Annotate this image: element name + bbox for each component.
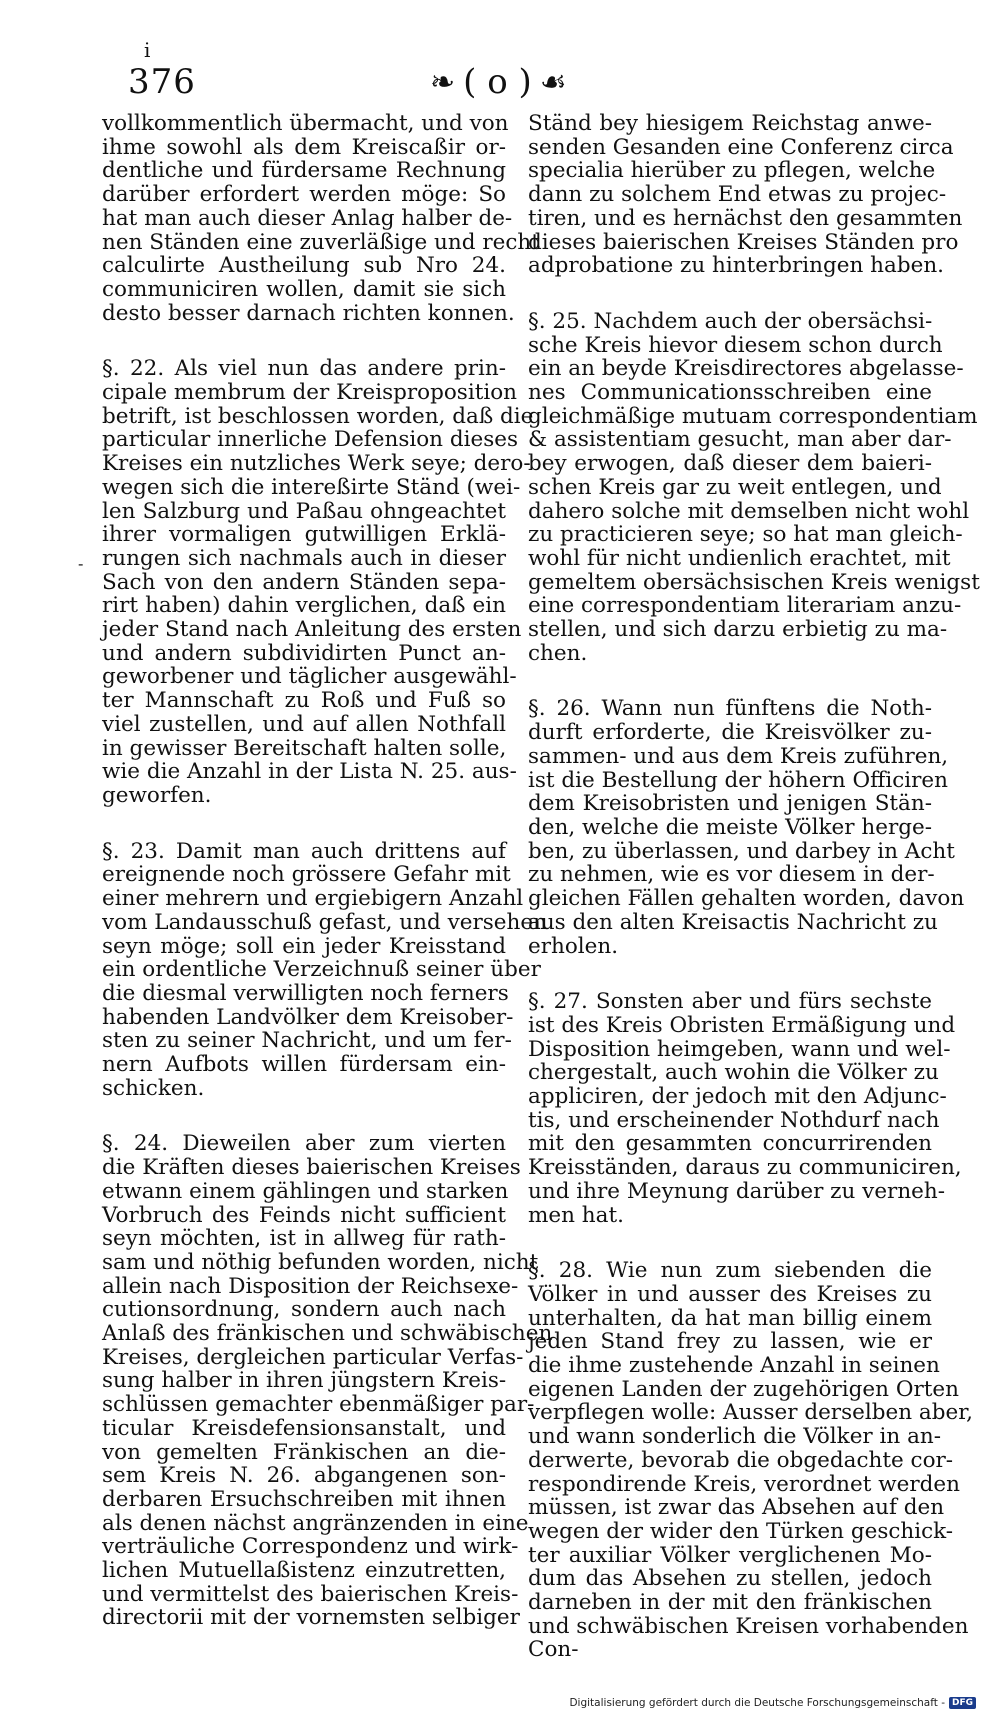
text-line: §. 26. Wann nun fünftens die Noth- [528, 696, 932, 722]
text-line: bey erwogen, daß dieser dem baieri- [528, 451, 932, 477]
text-line: gemeltem obersächsischen Kreis wenigst [528, 569, 980, 595]
text-line: §. 24. Dieweilen aber zum vierten [102, 1131, 506, 1157]
text-line: zu practicieren seye; so hat man gleich- [528, 522, 963, 548]
text-line: und vermittelst des baierischen Kreis- [102, 1581, 519, 1607]
text-line: §. 28. Wie nun zum siebenden die [528, 1258, 932, 1284]
text-line: zu nehmen, wie es vor diesem in der- [528, 862, 935, 888]
paragraph [528, 111, 963, 279]
text-line: sten zu seiner Nachricht, und um fer- [102, 1028, 512, 1054]
text-line: schen Kreis gar zu weit entlegen, und [528, 474, 942, 500]
text-line: den, welche die meiste Völker herge- [528, 814, 932, 840]
footer-text: Digitalisierung gefördert durch die Deutsche Forschungsgemeinschaft - [569, 1697, 945, 1709]
text-line: mit den gesammten concurrirenden [528, 1131, 932, 1157]
text-line: einer mehrern und ergiebigern Anzahl [102, 886, 524, 912]
text-line: geworbener und täglicher ausgewähl- [102, 664, 517, 690]
text-line: eine correspondentiam literariam anzu- [528, 593, 962, 619]
text-line: betrift, ist beschlossen worden, daß die [102, 403, 534, 429]
text-line: appliciren, der jedoch mit den Adjunc- [528, 1084, 947, 1110]
paragraph [528, 1258, 973, 1663]
stray-mark: - [78, 554, 84, 573]
text-line: dieses baierischen Kreises Ständen pro [528, 229, 959, 255]
paragraph [528, 308, 980, 666]
text-line: etwann einem gählingen und starken [102, 1178, 509, 1204]
text-line: §. 27. Sonsten aber und fürs sechste [528, 989, 932, 1015]
text-line: sammen- und aus dem Kreis zuführen, [528, 743, 949, 769]
footer [569, 1697, 976, 1709]
text-line: jeden Stand frey zu lassen, wie er [528, 1329, 932, 1355]
text-line: wegen der wider den Türken geschick- [528, 1518, 954, 1544]
text-line: allein nach Disposition der Reichsexe- [102, 1273, 519, 1299]
text-line: ticular Kreisdefensionsanstalt, und [102, 1415, 506, 1441]
text-line: Con- [528, 1637, 579, 1663]
paragraph [102, 838, 547, 1101]
text-line: communiciren wollen, damit sie sich [102, 276, 506, 302]
text-line: habenden Landvölker dem Kreisober- [102, 1004, 514, 1030]
paragraph [102, 111, 540, 326]
text-line: verpflegen wolle: Ausser derselben aber, [528, 1400, 973, 1426]
text-line: dem Kreisobristen und jenigen Stän- [528, 791, 932, 817]
text-line: ben, zu überlassen, und darbey in Acht [528, 838, 955, 864]
text-line: sung halber in ihren jüngstern Kreis- [102, 1368, 507, 1394]
text-line: cipale membrum der Kreisproposition [102, 380, 518, 406]
text-line: Disposition heimgeben, wann und wel- [528, 1036, 951, 1062]
text-line: Kreisständen, daraus zu communiciren, [528, 1155, 962, 1181]
text-line: cutionsordnung, sondern auch nach [102, 1297, 506, 1323]
paragraph [528, 989, 962, 1228]
text-line: und wann sonderlich die Völker in an- [528, 1424, 942, 1450]
ornament-right-icon: ☙ [539, 64, 567, 100]
text-line: sam und nöthig befunden worden, nicht [102, 1249, 539, 1275]
text-line: darüber erfordert werden möge: So [102, 182, 506, 208]
text-line: Kreises, dergleichen particular Verfas- [102, 1344, 524, 1370]
text-line: stellen, und sich darzu erbietig zu ma- [528, 617, 948, 643]
text-line: tiren, und es hernächst den gesammten [528, 205, 963, 231]
text-line: schicken. [102, 1075, 205, 1101]
text-line: verträuliche Correspondenz und wirk- [102, 1534, 519, 1560]
paragraph [102, 1131, 553, 1631]
text-line: sche Kreis hievor diesem schon durch [528, 332, 943, 358]
text-line: ihme sowohl als dem Kreiscaßir or- [102, 134, 506, 160]
text-line: specialia hierüber zu pflegen, welche [528, 158, 936, 184]
text-line: als denen nächst angränzenden in eine [102, 1510, 529, 1536]
right-column [528, 111, 980, 1694]
text-line: die diesmal verwilligten noch ferners [102, 980, 509, 1006]
text-line: Ständ bey hiesigem Reichstag anwe- [528, 111, 932, 136]
text-line: wegen sich die intereßirte Ständ (wei- [102, 474, 521, 500]
text-line: nen Ständen eine zuverläßige und recht [102, 229, 540, 255]
text-line: und ihre Meynung darüber zu verneh- [528, 1178, 946, 1204]
text-line: §. 25. Nachdem auch der obersächsi- [528, 308, 933, 334]
text-line: directorii mit der vornemsten selbiger [102, 1605, 520, 1631]
text-line: seyn möge; soll ein jeder Kreisstand [102, 933, 506, 959]
text-line: §. 22. Als viel nun das andere prin- [102, 356, 506, 382]
text-line: wie die Anzahl in der Lista N. 25. aus- [102, 759, 517, 785]
text-line: rirt haben) dahin verglichen, daß ein [102, 593, 506, 619]
margin-mark: i [144, 38, 151, 62]
text-line: und andern subdividirten Punct an- [102, 640, 506, 666]
text-line: erholen. [528, 933, 619, 959]
text-line: adprobatione zu hinterbringen haben. [528, 253, 944, 279]
text-line: chergestalt, auch wohin die Völker zu [528, 1060, 939, 1086]
text-line: particular innerliche Defension dieses [102, 427, 519, 453]
text-line: derwerte, bevorab die obgedachte cor- [528, 1447, 954, 1473]
text-line: vom Landausschuß gefast, und versehen [102, 909, 547, 935]
text-line: wohl für nicht undienlich erachtet, mit [528, 545, 951, 571]
text-line: darneben in der mit den fränkischen [528, 1590, 932, 1616]
text-line: tis, und erscheinender Nothdurf nach [528, 1107, 940, 1133]
text-line: ist des Kreis Obristen Ermäßigung und [528, 1012, 956, 1038]
text-line: gleichmäßige mutuam correspondentiam [528, 403, 978, 429]
text-line: dentliche und fürdersame Rechnung [102, 158, 506, 184]
text-line: Kreises ein nutzliches Werk seye; dero- [102, 451, 531, 477]
left-column [102, 111, 553, 1662]
text-line: ihrer vormaligen gutwilligen Erklä- [102, 522, 506, 548]
text-line: schlüssen gemachter ebenmäßiger par- [102, 1392, 535, 1418]
text-line: sem Kreis N. 26. abgangenen son- [102, 1463, 506, 1489]
text-line: Vorbruch des Feinds nicht sufficient [102, 1202, 506, 1228]
text-line: & assistentiam gesucht, man aber dar- [528, 427, 952, 453]
text-line: hat man auch dieser Anlag halber de- [102, 205, 513, 231]
text-line: durft erforderte, die Kreisvölker zu- [528, 720, 932, 746]
text-line: rungen sich nachmals auch in dieser [102, 545, 506, 571]
text-line: dahero solche mit demselben nicht wohl [528, 498, 970, 524]
text-line: calculirte Austheilung sub Nro 24. [102, 253, 506, 279]
text-line: Anlaß des fränkischen und schwäbischen [102, 1321, 553, 1347]
text-line: ein ordentliche Verzeichnuß seiner über [102, 957, 541, 983]
text-line: jeder Stand nach Anleitung des ersten [102, 617, 522, 643]
text-line: von gemelten Fränkischen an die- [102, 1439, 506, 1465]
text-line: ist die Bestellung der höhern Officiren [528, 767, 949, 793]
text-line: müssen, ist zwar das Absehen auf den [528, 1495, 945, 1521]
text-line: die Kräften dieses baierischen Kreises [102, 1155, 521, 1181]
text-line: nes Communicationsschreiben eine [528, 380, 932, 406]
text-line: seyn möchten, ist in allweg für rath- [102, 1226, 506, 1252]
paragraph [528, 696, 965, 959]
text-line: senden Gesanden eine Conferenz circa [528, 134, 954, 160]
text-line: unterhalten, da hat man billig einem [528, 1305, 932, 1331]
text-line: ter Mannschaft zu Roß und Fuß so [102, 688, 506, 714]
text-line: viel zustellen, und auf allen Nothfall [102, 711, 506, 737]
text-line: eigenen Landen der zugehörigen Orten [528, 1376, 959, 1402]
text-line: in gewisser Bereitschaft halten solle, [102, 735, 507, 761]
text-line: ein an beyde Kreisdirectores abgelasse- [528, 356, 964, 382]
text-line: desto besser darnach richten konnen. [102, 300, 515, 326]
ornament-left-icon: ❧ [430, 64, 456, 100]
text-line: aus den alten Kreisactis Nachricht zu [528, 909, 938, 935]
header-center-label: ( o ) [463, 62, 532, 102]
text-line: gleichen Fällen gehalten worden, davon [528, 886, 965, 912]
text-line: ter auxiliar Völker verglichenen Mo- [528, 1542, 932, 1568]
text-line: dum das Absehen zu stellen, jedoch [528, 1566, 932, 1592]
text-line: nern Aufbots willen fürdersam ein- [102, 1052, 506, 1078]
text-line: §. 23. Damit man auch drittens auf [102, 838, 506, 864]
text-line: derbaren Ersuchschreiben mit ihnen [102, 1486, 506, 1512]
text-line: Sach von den andern Ständen sepa- [102, 569, 506, 595]
text-line: geworfen. [102, 782, 212, 808]
text-line: lichen Mutuellaßistenz einzutretten, [102, 1558, 506, 1584]
text-line: ereignende noch grössere Gefahr mit [102, 862, 511, 888]
text-line: die ihme zustehende Anzahl in seinen [528, 1353, 940, 1379]
text-line: men hat. [528, 1202, 624, 1228]
text-line: vollkommentlich übermacht, und von [102, 111, 509, 136]
text-line: Völker in und ausser des Kreises zu [528, 1281, 932, 1307]
text-line: len Salzburg und Paßau ohngeachtet [102, 498, 506, 524]
dfg-logo: DFG [949, 1697, 976, 1709]
text-line: respondirende Kreis, verordnet werden [528, 1471, 960, 1497]
text-line: chen. [528, 640, 588, 666]
text-line: und schwäbischen Kreisen vorhabenden [528, 1613, 969, 1639]
text-line: dann zu solchem End etwas zu projec- [528, 182, 947, 208]
paragraph [102, 356, 534, 808]
page-number: 376 [128, 62, 196, 102]
header-ornament [430, 62, 567, 102]
